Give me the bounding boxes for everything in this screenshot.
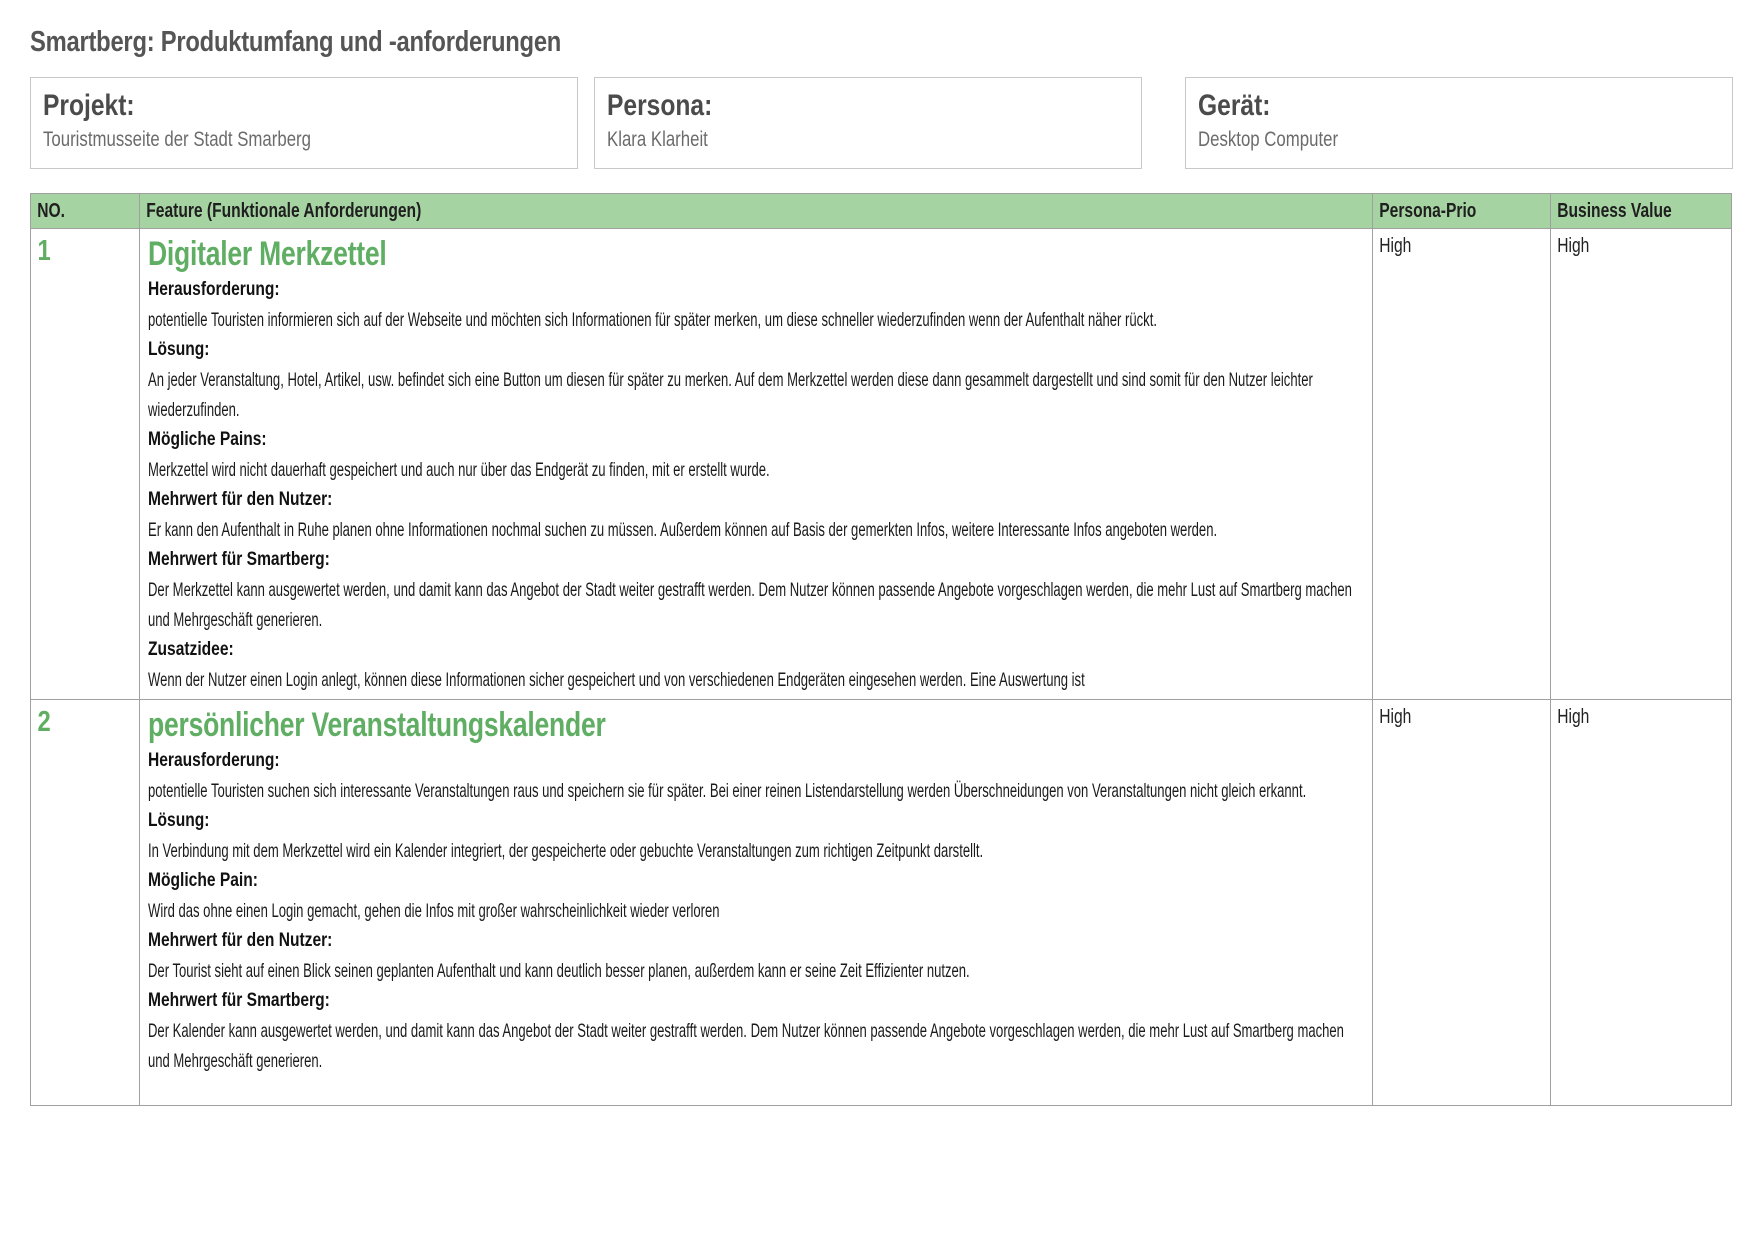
section-text: potentielle Touristen suchen sich interessante Veranstaltungen raus und speichern sie für später. Bei einer reinen Listendarstellung werden Überschneidungen von Veranstaltungen nicht gleich erkannt. xyxy=(148,780,1307,802)
section-text: Der Tourist sieht auf einen Blick seinen geplanten Aufenthalt und kann deutlich besser planen, außerdem kann er seine Zeit Effizienter nutzen. xyxy=(148,960,970,982)
section-heading: Mehrwert für Smartberg: xyxy=(148,990,330,1011)
business-value-cell xyxy=(1551,229,1732,700)
persona-label: Persona: xyxy=(607,89,713,122)
section-text: Er kann den Aufenthalt in Ruhe planen ohne Informationen nochmal suchen zu müssen. Außerdem können auf Basis der gemerkten Infos, weitere Interessante Infos angeboten werden. xyxy=(148,519,1218,541)
row-number: 2 xyxy=(37,706,51,738)
header-no: NO. xyxy=(31,194,140,229)
section-text: Wird das ohne einen Login gemacht, gehen die Infos mit großer wahrscheinlichkeit wieder verloren xyxy=(148,900,720,922)
row-number-cell xyxy=(31,700,140,1106)
section-heading: Mehrwert für Smartberg: xyxy=(148,549,330,570)
feature-cell xyxy=(140,229,1373,700)
device-label: Gerät: xyxy=(1198,89,1271,122)
feature-table xyxy=(30,193,1732,1106)
persona-prio-value: High xyxy=(1379,235,1412,257)
project-value: Touristmusseite der Stadt Smarberg xyxy=(43,128,311,151)
page-title: Smartberg: Produktumfang und -anforderungen xyxy=(30,26,562,58)
section-heading: Zusatzidee: xyxy=(148,639,234,660)
section-heading: Lösung: xyxy=(148,339,210,360)
section-heading: Herausforderung: xyxy=(148,279,280,300)
header-business-value: Business Value xyxy=(1551,194,1732,229)
section-heading: Mehrwert für den Nutzer: xyxy=(148,930,333,951)
header-feature: Feature (Funktionale Anforderungen) xyxy=(140,194,1373,229)
section-heading: Lösung: xyxy=(148,810,210,831)
business-value-cell xyxy=(1551,700,1732,1106)
section-text: In Verbindung mit dem Merkzettel wird ein Kalender integriert, der gespeicherte oder gebuchte Veranstaltungen zum richtigen Zeitpunkt darstellt. xyxy=(148,840,984,862)
section-text: An jeder Veranstaltung, Hotel, Artikel, usw. befindet sich eine Button um diesen für später zu merken. Auf dem Merkzettel werden diese dann gesammelt dargestellt und sind somit für den Nutzer leichter wiederzufinden. xyxy=(148,369,1313,421)
feature-title: persönlicher Veranstaltungskalender xyxy=(148,706,606,744)
table-header-row xyxy=(31,194,1732,229)
project-label: Projekt: xyxy=(43,89,135,122)
project-box xyxy=(30,77,578,169)
table-row xyxy=(31,229,1732,700)
persona-value: Klara Klarheit xyxy=(607,128,708,151)
table-row xyxy=(31,700,1732,1106)
section-heading: Mögliche Pains: xyxy=(148,429,267,450)
section-text: potentielle Touristen informieren sich auf der Webseite und möchten sich Informationen für später merken, um diese schneller wiederzufinden wenn der Aufenthalt näher rückt. xyxy=(148,309,1157,331)
persona-box xyxy=(594,77,1142,169)
persona-prio-value: High xyxy=(1379,706,1412,728)
device-box xyxy=(1185,77,1733,169)
feature-cell xyxy=(140,700,1373,1106)
persona-prio-cell xyxy=(1373,700,1551,1106)
device-value: Desktop Computer xyxy=(1198,128,1339,151)
header-persona-prio: Persona-Prio xyxy=(1373,194,1551,229)
business-value-value: High xyxy=(1557,235,1590,257)
section-heading: Herausforderung: xyxy=(148,750,280,771)
persona-prio-cell xyxy=(1373,229,1551,700)
section-text: Merkzettel wird nicht dauerhaft gespeichert und auch nur über das Endgerät zu finden, mit er erstellt wurde. xyxy=(148,459,770,481)
row-number-cell xyxy=(31,229,140,700)
section-heading: Mögliche Pain: xyxy=(148,870,258,891)
feature-title: Digitaler Merkzettel xyxy=(148,235,387,273)
business-value-value: High xyxy=(1557,706,1590,728)
row-number: 1 xyxy=(37,235,51,267)
section-text: Der Kalender kann ausgewertet werden, und damit kann das Angebot der Stadt weiter gestrafft werden. Dem Nutzer können passende Angebote vorgeschlagen werden, die mehr Lust auf Smartberg machen und Mehrgeschäft generieren. xyxy=(148,1020,1344,1072)
section-heading: Mehrwert für den Nutzer: xyxy=(148,489,333,510)
section-text: Der Merkzettel kann ausgewertet werden, und damit kann das Angebot der Stadt weiter gestrafft werden. Dem Nutzer können passende Angebote vorgeschlagen werden, die mehr Lust auf Smartberg machen und Mehrgeschäft generieren. xyxy=(148,579,1352,631)
section-text: Wenn der Nutzer einen Login anlegt, können diese Informationen sicher gespeichert und von verschiedenen Endgeräten eingesehen werden. Eine Auswertung ist xyxy=(148,669,1085,691)
